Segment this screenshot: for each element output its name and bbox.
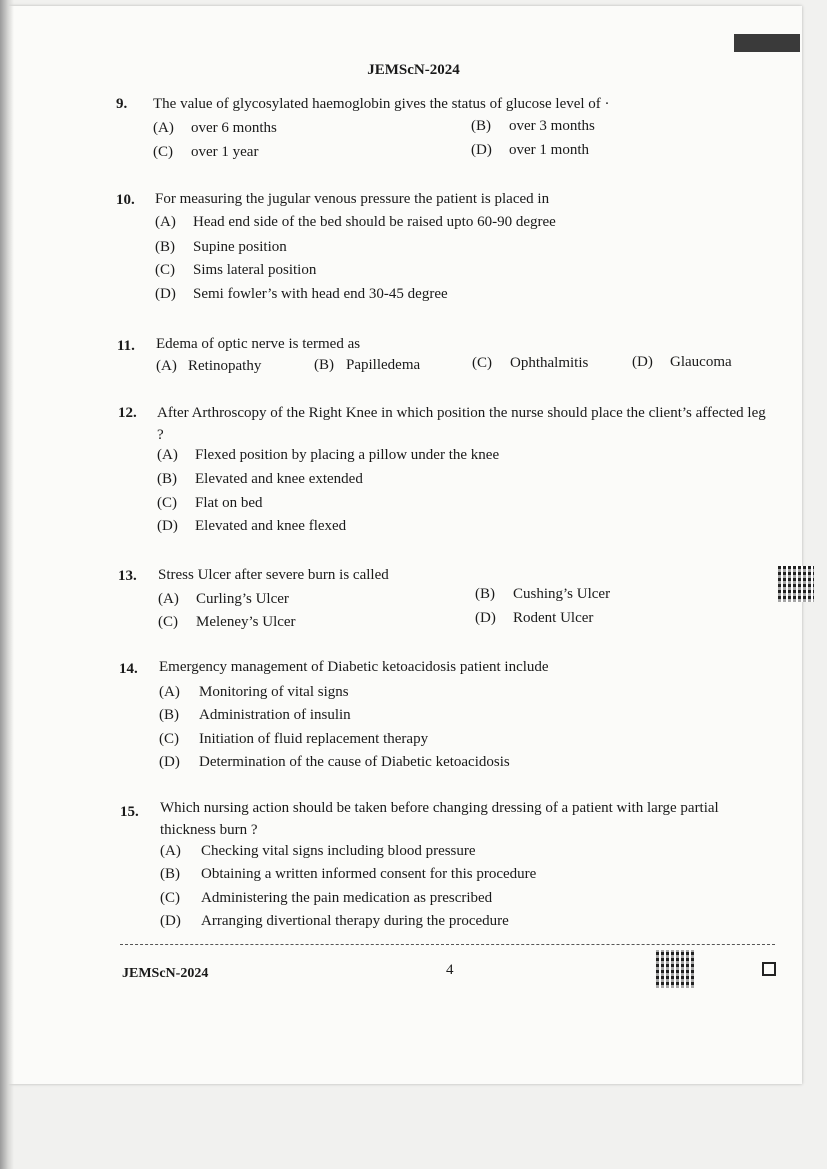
question-10-option-a [155,214,556,231]
option-letter: (C) [155,262,175,278]
option-letter: (B) [160,866,180,882]
option-text: Administering the pain medication as prescribed [201,890,493,906]
option-letter: (A) [160,843,181,859]
option-letter: (B) [475,586,495,602]
option-text: Curling’s Ulcer [196,591,289,607]
option-letter: (B) [314,357,334,373]
footer-divider [120,944,775,945]
page-number: 4 [446,962,454,978]
question-15-option-c [160,890,492,907]
option-letter: (A) [157,447,178,463]
question-12-option-d [157,518,346,535]
option-letter: (A) [153,120,174,136]
question-14-number: 14. [119,661,138,677]
option-text: Arranging divertional therapy during the procedure [201,913,509,929]
question-11-option-c [472,355,588,372]
question-14-option-a [159,684,349,701]
question-13-number: 13. [118,568,137,584]
option-text: Rodent Ulcer [513,610,594,626]
option-letter: (B) [157,471,177,487]
option-text: Ophthalmitis [510,355,589,371]
question-10-text: For measuring the jugular venous pressure the patient is placed in [155,191,550,207]
option-letter: (B) [155,239,175,255]
option-text: Elevated and knee extended [195,471,363,487]
option-text: Elevated and knee flexed [195,518,347,534]
option-letter: (D) [155,286,176,302]
question-10-option-d [155,286,448,303]
corner-mark [734,34,800,52]
footer-code: JEMScN-2024 [122,966,209,981]
question-11-option-d [632,354,732,371]
option-letter: (D) [471,142,492,158]
option-text: Head end side of the bed should be raised upto 60-90 degree [193,214,556,230]
question-12-option-a [157,447,499,464]
question-15-text: Which nursing action should be taken before changing dressing of a patient with large partial thickness burn ? [160,800,719,838]
option-letter: (A) [155,214,176,230]
question-14-option-b [159,707,351,724]
option-letter: (D) [159,754,180,770]
question-15-option-b [160,866,536,883]
option-letter: (A) [159,684,180,700]
option-letter: (C) [159,731,179,747]
question-10-option-c [155,262,316,279]
question-11-number: 11. [117,338,135,354]
question-15-number: 15. [120,804,139,820]
page-header-code: JEMScN-2024 [367,62,460,78]
question-15-option-a [160,843,476,860]
option-letter: (B) [159,707,179,723]
option-letter: (C) [157,495,177,511]
option-text: Initiation of fluid replacement therapy [199,731,429,747]
option-text: over 3 months [509,118,595,134]
question-13-option-b [475,586,610,603]
question-9-option-a [153,120,277,137]
question-12-option-b [157,471,363,488]
option-text: Meleney’s Ulcer [196,614,296,630]
option-text: Checking vital signs including blood pressure [201,843,476,859]
option-text: over 6 months [191,120,277,136]
question-9-number: 9. [116,96,128,112]
option-letter: (C) [160,890,180,906]
question-14-option-d [159,754,510,771]
option-letter: (C) [472,355,492,371]
option-text: Sims lateral position [193,262,317,278]
footer-qr-code [656,950,694,988]
option-text: Flexed position by placing a pillow under the knee [195,447,500,463]
question-9-option-d [471,142,589,159]
option-text: Monitoring of vital signs [199,684,349,700]
option-text: over 1 year [191,144,259,160]
question-12-text: After Arthroscopy of the Right Knee in which position the nurse should place the client’s affected leg ? [157,405,766,443]
option-text: Obtaining a written informed consent for this procedure [201,866,537,882]
question-13-option-a [158,591,289,608]
option-letter: (D) [160,913,181,929]
question-10-number: 10. [116,192,135,208]
question-9-option-c [153,144,258,161]
option-letter: (C) [153,144,173,160]
option-letter: (A) [156,358,177,374]
question-9-text: The value of glycosylated haemoglobin gives the status of glucose level of · [153,96,610,112]
question-11-option-a [156,358,261,375]
question-9-option-b [471,118,595,135]
question-12-number: 12. [118,405,137,421]
option-text: over 1 month [509,142,589,158]
scan-edge-shadow [0,0,14,1169]
option-letter: (D) [475,610,496,626]
question-13-text: Stress Ulcer after severe burn is called [158,567,389,583]
option-text: Retinopathy [188,358,262,374]
option-text: Glaucoma [670,354,732,370]
corner-square-mark [762,962,776,976]
option-text: Supine position [193,239,287,255]
question-15-option-d [160,913,509,930]
question-14-option-c [159,731,428,748]
option-letter: (D) [632,354,653,370]
question-11-text: Edema of optic nerve is termed as [156,336,361,352]
question-11-option-b [314,357,420,374]
question-10-option-b [155,239,287,256]
option-text: Flat on bed [195,495,263,511]
question-14-text: Emergency management of Diabetic ketoacidosis patient include [159,659,549,675]
option-text: Administration of insulin [199,707,351,723]
option-letter: (A) [158,591,179,607]
option-letter: (B) [471,118,491,134]
question-12-option-c [157,495,263,512]
option-text: Cushing’s Ulcer [513,586,611,602]
option-letter: (C) [158,614,178,630]
option-text: Papilledema [346,357,421,373]
question-13-option-d [475,610,593,627]
side-qr-code [778,566,814,602]
question-13-option-c [158,614,296,631]
option-text: Semi fowler’s with head end 30-45 degree [193,286,448,302]
option-letter: (D) [157,518,178,534]
option-text: Determination of the cause of Diabetic ketoacidosis [199,754,510,770]
